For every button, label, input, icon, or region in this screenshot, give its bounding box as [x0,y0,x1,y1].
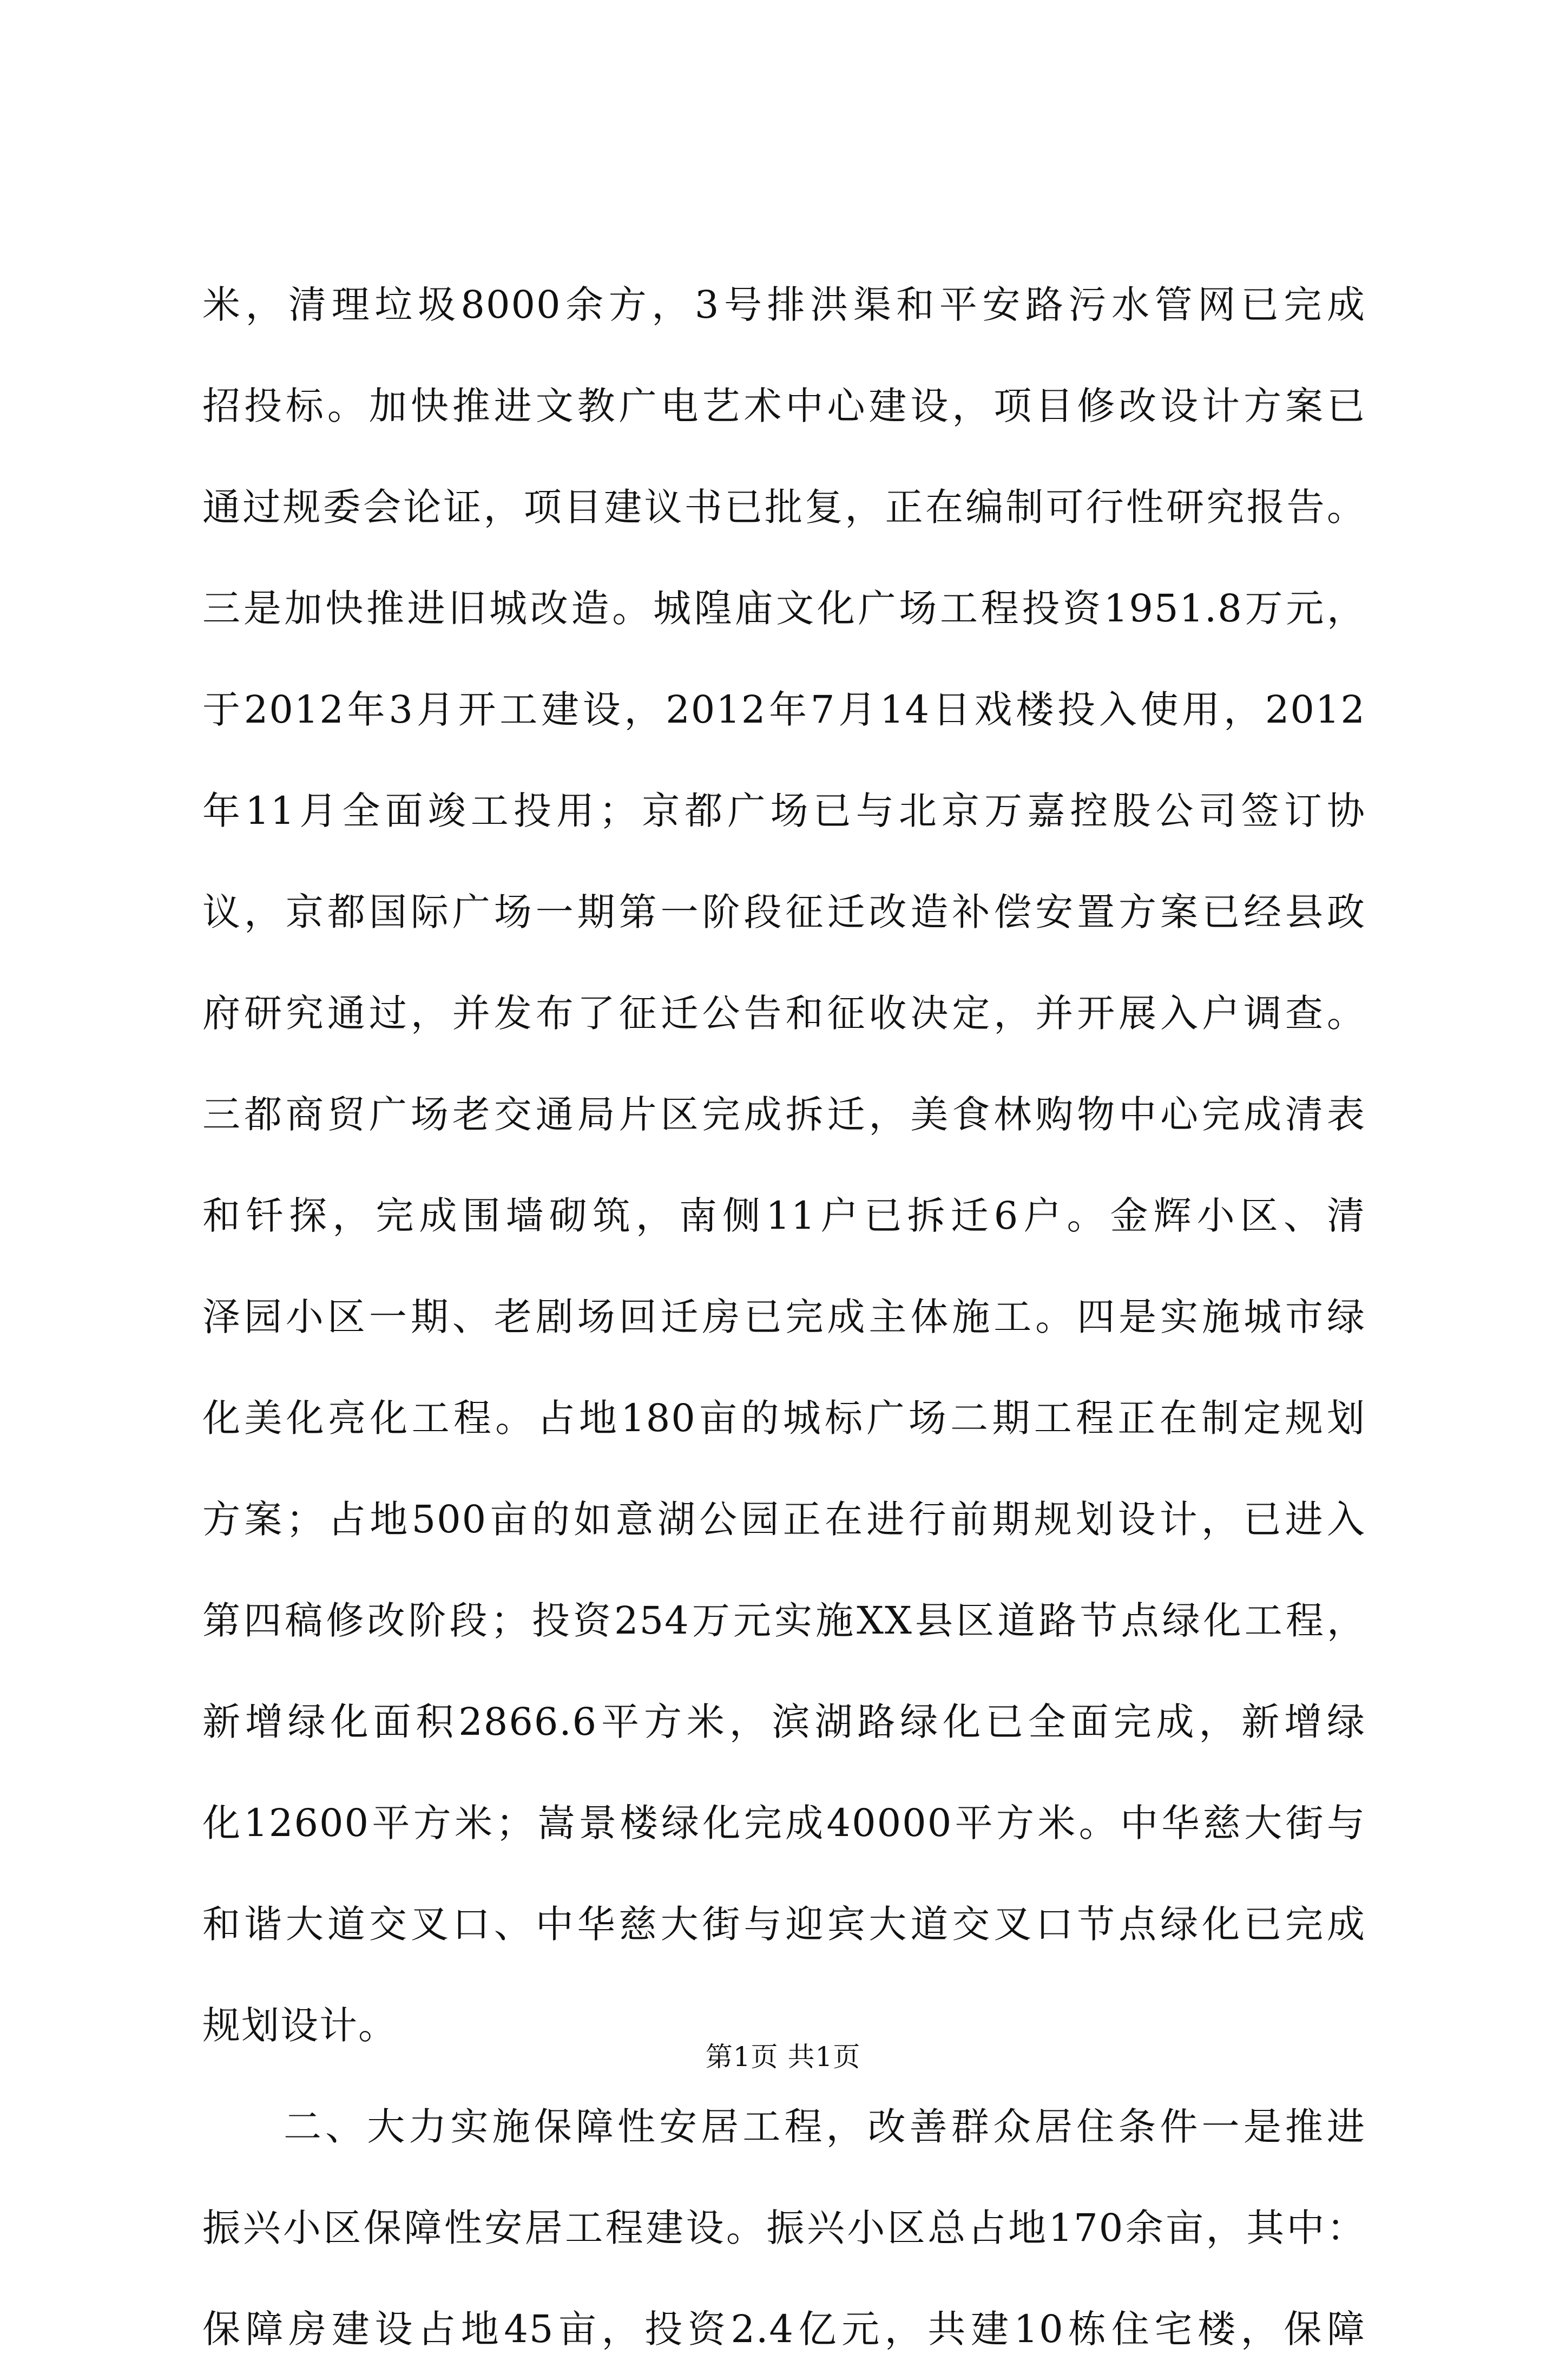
text-line-6: 年11月全面竣工投用；京都广场已与北京万嘉控股公司签订协 [202,789,1366,833]
text-line-20: 振兴小区保障性安居工程建设。振兴小区总占地170余亩，其中： [202,2206,1366,2250]
text-line-5: 于2012年3月开工建设，2012年7月14日戏楼投入使用，2012 [202,687,1366,732]
page-number-footer: 第1页 共1页 [705,2041,861,2073]
text-line-11: 泽园小区一期、老剧场回迁房已完成主体施工。四是实施城市绿 [202,1295,1366,1339]
text-line-3: 通过规委会论证，项目建议书已批复，正在编制可行性研究报告。 [202,485,1366,529]
text-line-4: 三是加快推进旧城改造。城隍庙文化广场工程投资1951.8万元， [202,586,1366,631]
text-line-8: 府研究通过，并发布了征迁公告和征收决定，并开展入户调查。 [202,991,1366,1035]
text-line-1: 米，清理垃圾8000余方，3号排洪渠和平安路污水管网已完成 [202,283,1366,327]
text-line-10: 和钎探，完成围墙砌筑，南侧11户已拆迁6户。金辉小区、清 [202,1194,1366,1238]
text-line-7: 议，京都国际广场一期第一阶段征迁改造补偿安置方案已经县政 [202,890,1366,934]
text-line-17: 和谐大道交叉口、中华慈大街与迎宾大道交叉口节点绿化已完成 [202,1902,1366,1946]
text-line-16: 化12600平方米；嵩景楼绿化完成40000平方米。中华慈大街与 [202,1801,1366,1845]
text-line-15: 新增绿化面积2866.6平方米，滨湖路绿化已全面完成，新增绿 [202,1700,1366,1744]
text-line-19: 二、大力实施保障性安居工程，改善群众居住条件一是推进 [284,2104,1366,2149]
text-line-12: 化美化亮化工程。占地180亩的城标广场二期工程正在制定规划 [202,1396,1366,1440]
text-line-2: 招投标。加快推进文教广电艺术中心建设，项目修改设计方案已 [202,384,1366,428]
text-line-21: 保障房建设占地45亩，投资2.4亿元，共建10栋住宅楼，保障 [202,2307,1366,2351]
text-line-14: 第四稿修改阶段；投资254万元实施XX县区道路节点绿化工程， [202,1598,1366,1643]
text-line-18: 规划设计。 [202,2003,397,2048]
text-line-13: 方案；占地500亩的如意湖公园正在进行前期规划设计，已进入 [202,1497,1366,1542]
text-line-9: 三都商贸广场老交通局片区完成拆迁，美食林购物中心完成清表 [202,1092,1366,1137]
